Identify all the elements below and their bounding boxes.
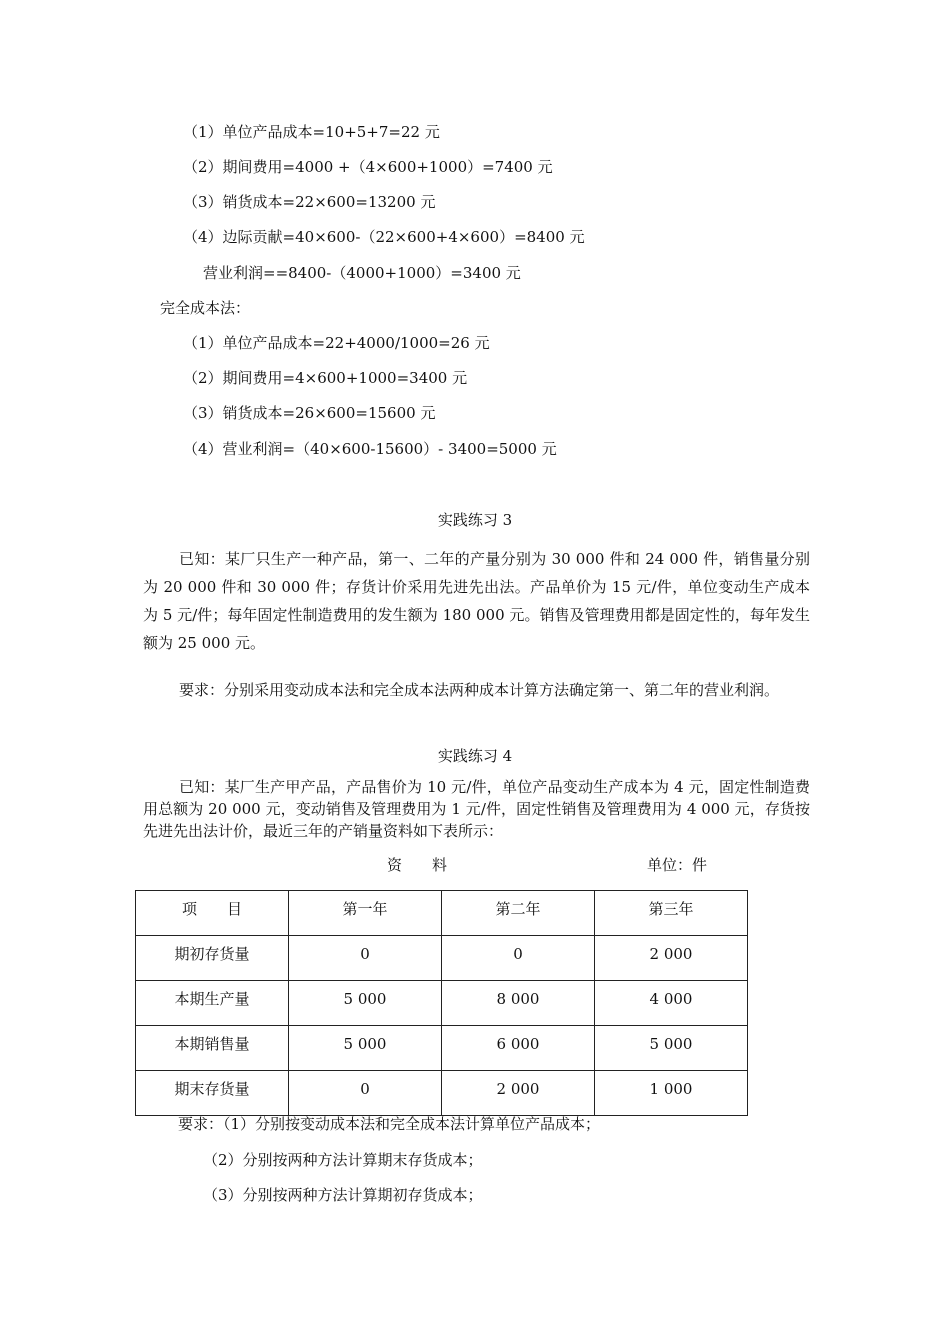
table-row [136,981,748,1026]
table-cell: 1 000 [595,1071,748,1116]
answer-line: （2）期间费用=4000 +（4×600+1000）=7400 元 [183,158,553,176]
table-cell: 0 [289,936,442,981]
table-cell: 5 000 [289,981,442,1026]
table-header-row [136,891,748,936]
answer-line: （1）单位产品成本=10+5+7=22 元 [183,123,440,141]
table-unit: 单位：件 [647,856,708,874]
requirement-line: 要求：（1）分别按变动成本法和完全成本法计算单位产品成本； [178,1115,601,1133]
exercise-requirement: 要求：分别采用变动成本法和完全成本法两种成本计算方法确定第一、第二年的营业利润。 [179,681,780,699]
table-cell: 0 [289,1071,442,1116]
exercise-given: 已知：某厂生产甲产品，产品售价为 10 元/件，单位产品变动生产成本为 4 元，固定性制造费用总额为 20 000 元，变动销售及管理费用为 1 元/件，固定性销售及管理费用为 4 000 元，存货按先进先出法计价，最近三年的产销量资料如下表所示： [143,778,810,840]
answer-line: （2）期间费用=4×600+1000=3400 元 [183,369,468,387]
requirement-line: （2）分别按两种方法计算期末存货成本； [203,1151,483,1169]
answer-line: （3）销货成本=22×600=13200 元 [183,193,436,211]
exercise-title: 实践练习 4 [437,747,513,765]
exercise-given: 已知：某厂只生产一种产品，第一、二年的产量分别为 30 000 件和 24 000 件，销售量分别为 20 000 件和 30 000 件；存货计价采用先进先出法。产品单价为 15 元/件，单位变动生产成本为 5 元/件；每年固定性制造费用的发生额为 180 000 元。销售及管理费用都是固定性的，每年发生额为 25 000 元。 [143,550,810,652]
table-row [136,1026,748,1071]
table-cell: 5 000 [595,1026,748,1071]
production-sales-table [135,890,748,1116]
table-cell: 5 000 [289,1026,442,1071]
table-header-cell: 项 目 [136,891,289,936]
table-row [136,936,748,981]
answer-line: 营业利润==8400-（4000+1000）=3400 元 [203,264,521,282]
table-header-cell: 第二年 [442,891,595,936]
table-cell: 6 000 [442,1026,595,1071]
table-cell: 本期销售量 [136,1026,289,1071]
table-cell: 0 [442,936,595,981]
section-heading: 完全成本法： [160,299,251,317]
table-cell: 期末存货量 [136,1071,289,1116]
table-cell: 2 000 [442,1071,595,1116]
answer-line: （3）销货成本=26×600=15600 元 [183,404,436,422]
table-cell: 期初存货量 [136,936,289,981]
exercise-title: 实践练习 3 [437,511,513,529]
table-header-cell: 第三年 [595,891,748,936]
table-cell: 4 000 [595,981,748,1026]
table-cell: 本期生产量 [136,981,289,1026]
table-row [136,1071,748,1116]
answer-line: （4）营业利润=（40×600-15600）- 3400=5000 元 [183,440,557,458]
table-cell: 2 000 [595,936,748,981]
table-header-cell: 第一年 [289,891,442,936]
requirement-line: （3）分别按两种方法计算期初存货成本； [203,1186,483,1204]
table-caption: 资 料 [387,856,448,874]
answer-line: （4）边际贡献=40×600-（22×600+4×600）=8400 元 [183,228,585,246]
answer-line: （1）单位产品成本=22+4000/1000=26 元 [183,334,490,352]
table-cell: 8 000 [442,981,595,1026]
